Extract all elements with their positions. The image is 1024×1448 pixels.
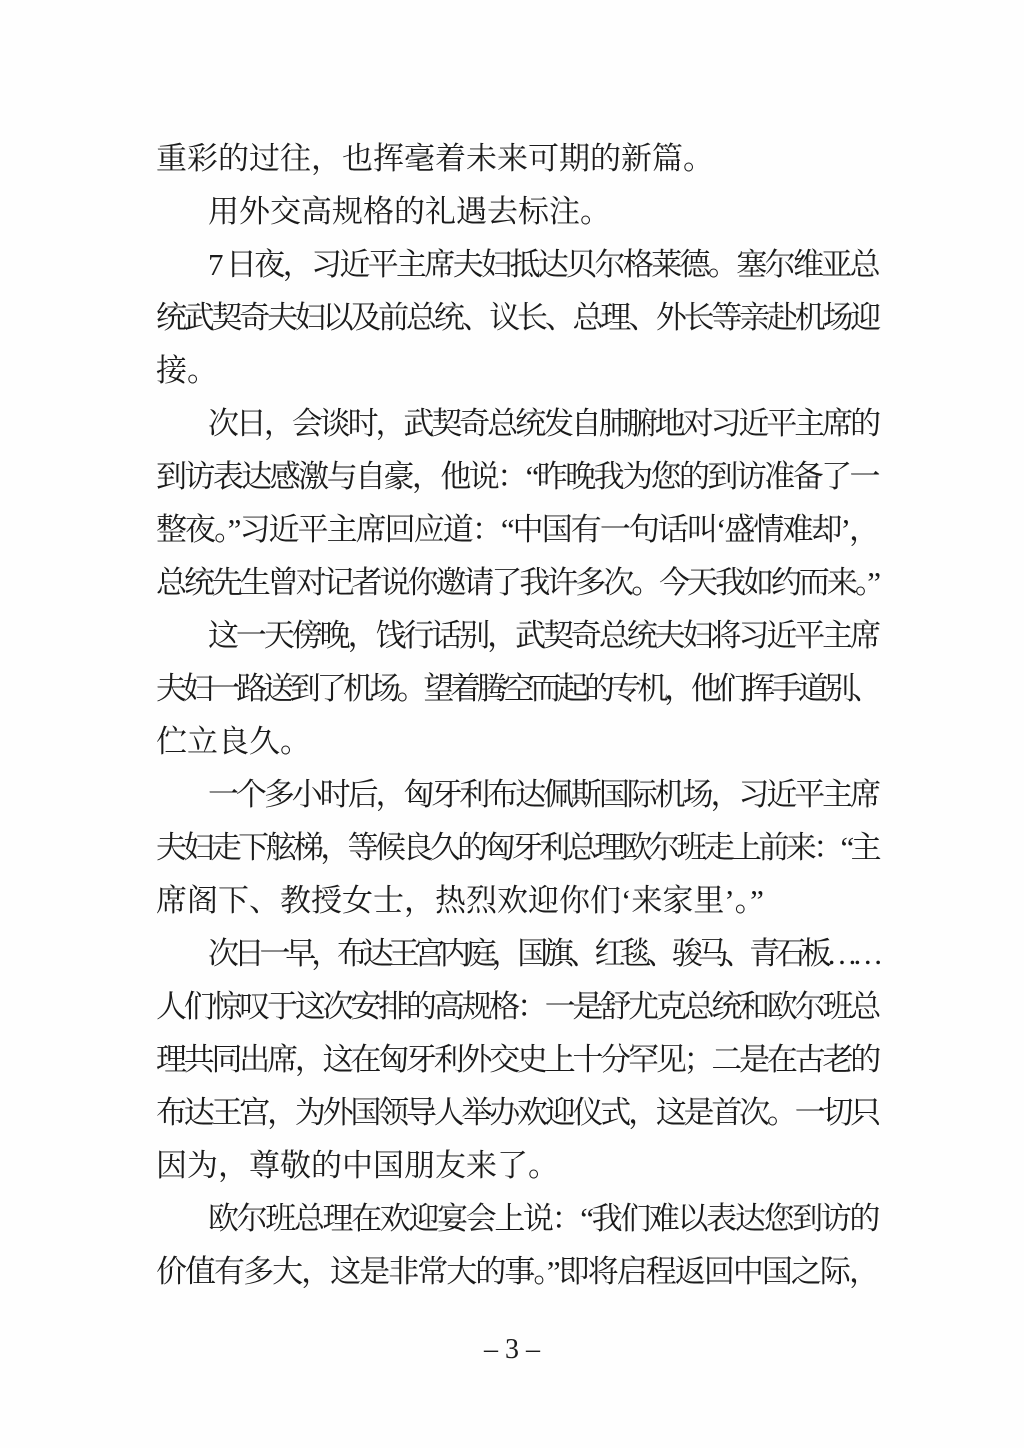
text-line-content: 7 日夜，习近平主席夫妇抵达贝尔格莱德。塞尔维亚总 [208, 247, 878, 282]
text-line-content: 价值有多大，这是非常大的事。”即将启程返回中国之际， [156, 1254, 878, 1289]
text-line-content: 统武契奇夫妇以及前总统、议长、总理、外长等亲赴机场迎 [156, 300, 878, 335]
text-line [156, 397, 878, 450]
text-line [156, 609, 878, 662]
text-line [156, 1139, 878, 1192]
text-line-content: 次日一早，布达王宫内庭，国旗、红毯、骏马、青石板…… [208, 936, 878, 971]
text-line-content: 伫立良久。 [156, 724, 311, 759]
text-line-content: 整夜。”习近平主席回应道：“中国有一句话叫‘盛情难却’， [156, 512, 878, 547]
text-line-content: 总统先生曾对记者说你邀请了我许多次。今天我如约而来。” [156, 565, 878, 600]
text-line [156, 291, 878, 344]
text-line [156, 1086, 878, 1139]
text-line [156, 238, 878, 291]
text-line-content: 理共同出席，这在匈牙利外交史上十分罕见；二是在古老的 [156, 1042, 878, 1077]
text-line-content: 夫妇一路送到了机场。望着腾空而起的专机，他们挥手道别、 [156, 671, 878, 706]
text-line [156, 503, 878, 556]
text-line [156, 874, 878, 927]
text-line [156, 1192, 878, 1245]
text-line-content: 次日，会谈时，武契奇总统发自肺腑地对习近平主席的 [208, 406, 878, 441]
text-line [156, 821, 878, 874]
document-body [156, 132, 878, 1298]
text-line-content: 人们惊叹于这次安排的高规格：一是舒尤克总统和欧尔班总 [156, 989, 878, 1024]
text-line-content: 这一天傍晚，饯行话别，武契奇总统夫妇将习近平主席 [208, 618, 878, 653]
text-line [156, 1245, 878, 1298]
text-line-content: 夫妇走下舷梯，等候良久的匈牙利总理欧尔班走上前来：“主 [156, 830, 878, 865]
text-line [156, 927, 878, 980]
page-number: – 3 – [484, 1334, 540, 1365]
text-line-content: 一个多小时后，匈牙利布达佩斯国际机场，习近平主席 [208, 777, 878, 812]
text-line [156, 768, 878, 821]
text-line [156, 344, 878, 397]
text-line [156, 185, 878, 238]
text-line-content: 席阁下、教授女士，热烈欢迎你们‘来家里’。” [156, 883, 764, 918]
text-line-content: 到访表达感激与自豪，他说：“昨晚我为您的到访准备了一 [156, 459, 878, 494]
text-line [156, 450, 878, 503]
text-line-content: 接。 [156, 353, 218, 388]
text-line [156, 1033, 878, 1086]
text-line [156, 132, 878, 185]
text-line [156, 715, 878, 768]
text-line [156, 556, 878, 609]
text-line-content: 欧尔班总理在欢迎宴会上说：“我们难以表达您到访的 [208, 1201, 878, 1236]
text-line-content: 用外交高规格的礼遇去标注。 [208, 194, 611, 229]
text-line [156, 662, 878, 715]
text-line-content: 布达王宫，为外国领导人举办欢迎仪式，这是首次。一切只 [156, 1095, 878, 1130]
text-line [156, 980, 878, 1033]
text-line-content: 重彩的过往，也挥毫着未来可期的新篇。 [156, 141, 714, 176]
text-line-content: 因为，尊敬的中国朋友来了。 [156, 1148, 559, 1183]
